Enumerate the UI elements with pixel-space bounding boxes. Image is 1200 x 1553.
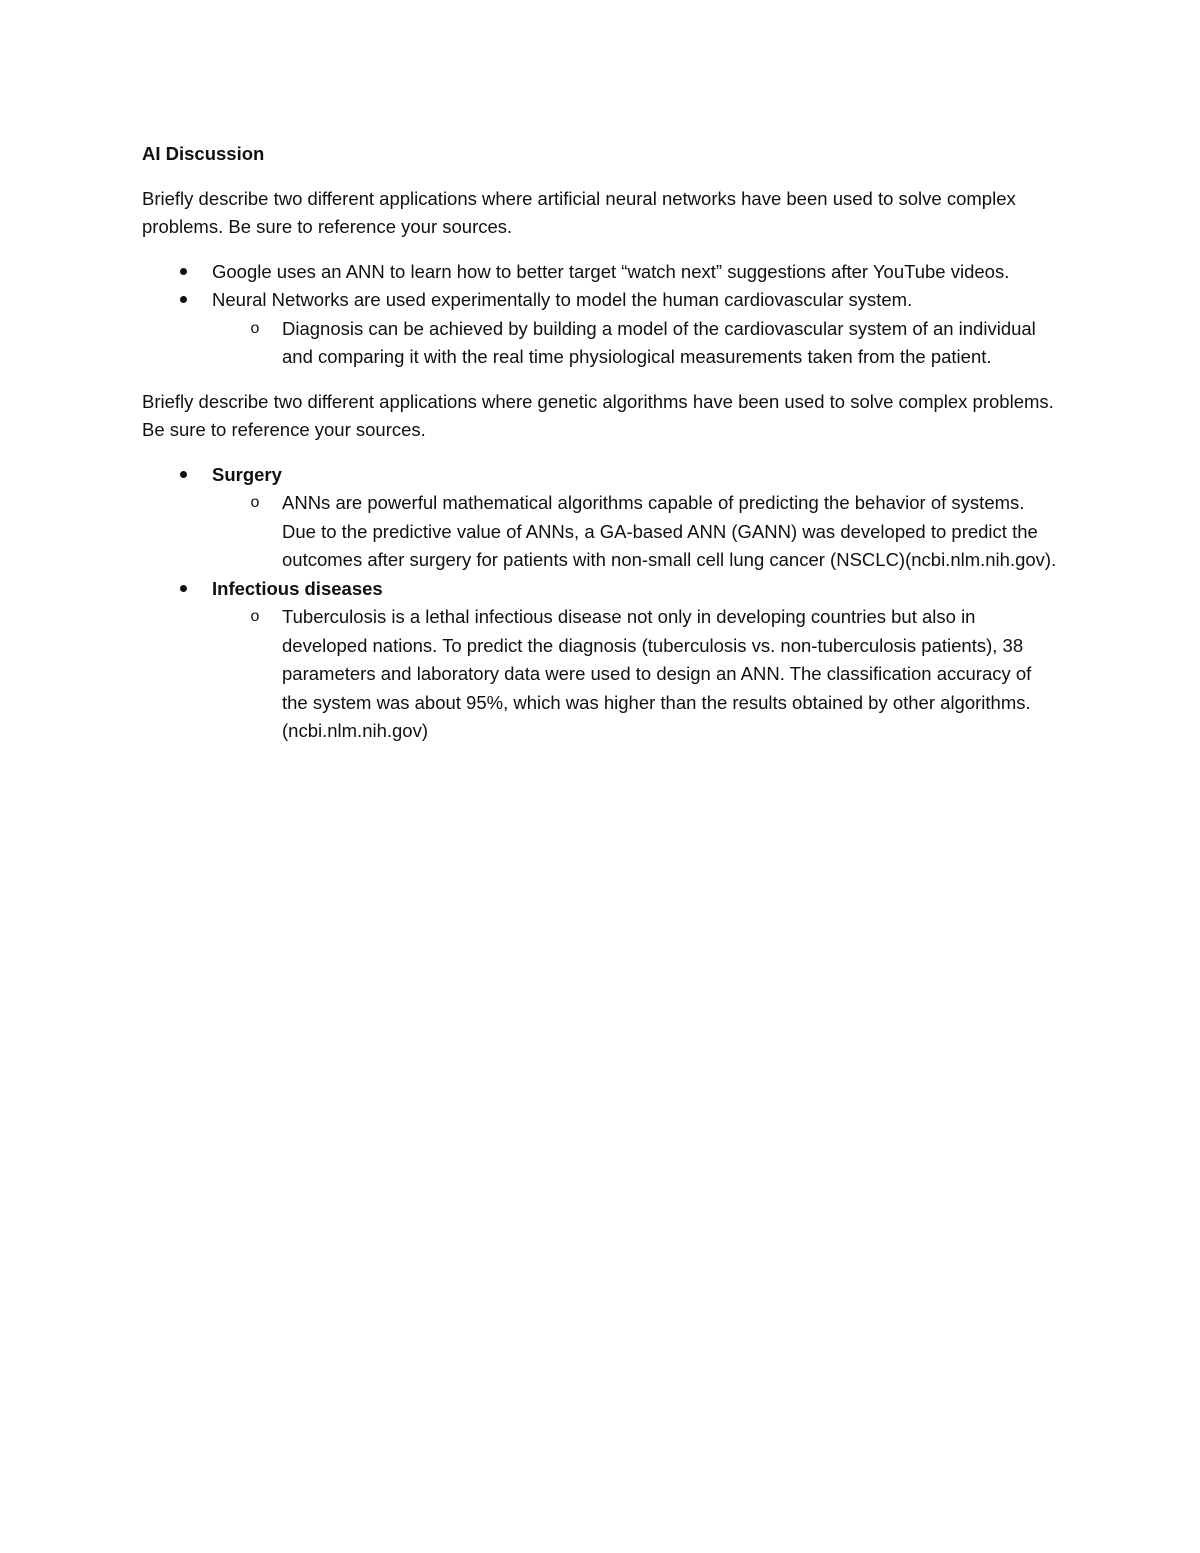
list-item-text: Neural Networks are used experimentally to model the human cardiovascular system. [212, 289, 913, 310]
question-ga: Briefly describe two different applications where genetic algorithms have been used to solve complex problems. Be sure to reference your sources. [142, 390, 1054, 440]
sub-list-item-text: Diagnosis can be achieved by building a model of the cardiovascular system of an individual and comparing it with the real time physiological measurements taken from the patient. [282, 317, 1036, 367]
list-item [142, 575, 1062, 746]
sub-list [212, 603, 1062, 746]
ga-answer-list [142, 461, 1062, 746]
list-item-text: Google uses an ANN to learn how to better target “watch next” suggestions after YouTube videos. [212, 260, 1010, 282]
sub-list-item-text: Tuberculosis is a lethal infectious disease not only in developing countries but also in developed nations. To predict the diagnosis (tuberculosis vs. non-tuberculosis patients), 38 parameters and laboratory data were used to design an ANN. The classification accuracy of the system was about 95%, which was higher than the results obtained by other algorithms. (ncbi.nlm.nih.gov) [282, 606, 1032, 741]
sub-bullet-icon: o [250, 608, 260, 625]
bullet-icon [176, 258, 190, 287]
sub-list-item [141, 489, 1062, 575]
sub-bullet-icon: o [250, 319, 260, 337]
list-item-heading: Surgery [212, 463, 282, 485]
ann-answer-list [142, 258, 1062, 372]
document-title: AI Discussion [142, 143, 265, 164]
sub-list [212, 489, 1062, 575]
sub-list-item-text: ANNs are powerful mathematical algorithms capable of predicting the behavior of systems. Due to the predictive value of ANNs, a GA-based ANN (GANN) was developed to predict the outcomes after surgery for patients with non-small cell lung cancer (NSCLC)(ncbi.nlm.nih.gov). [282, 492, 1057, 570]
bullet-icon [176, 461, 190, 490]
document-body [142, 140, 1062, 762]
sub-list-item [141, 315, 1062, 372]
sub-list [212, 315, 1062, 372]
sub-list-item [141, 603, 1062, 746]
list-item [142, 258, 1062, 287]
list-item [142, 461, 1062, 575]
question-ann: Briefly describe two different applications where artificial neural networks have been used to solve complex problems. Be sure to reference your sources. [142, 187, 1016, 237]
bullet-icon [176, 575, 190, 604]
list-item-heading: Infectious diseases [212, 577, 383, 599]
bullet-icon [176, 286, 190, 315]
list-item [142, 286, 1062, 372]
sub-bullet-icon: o [250, 494, 260, 511]
